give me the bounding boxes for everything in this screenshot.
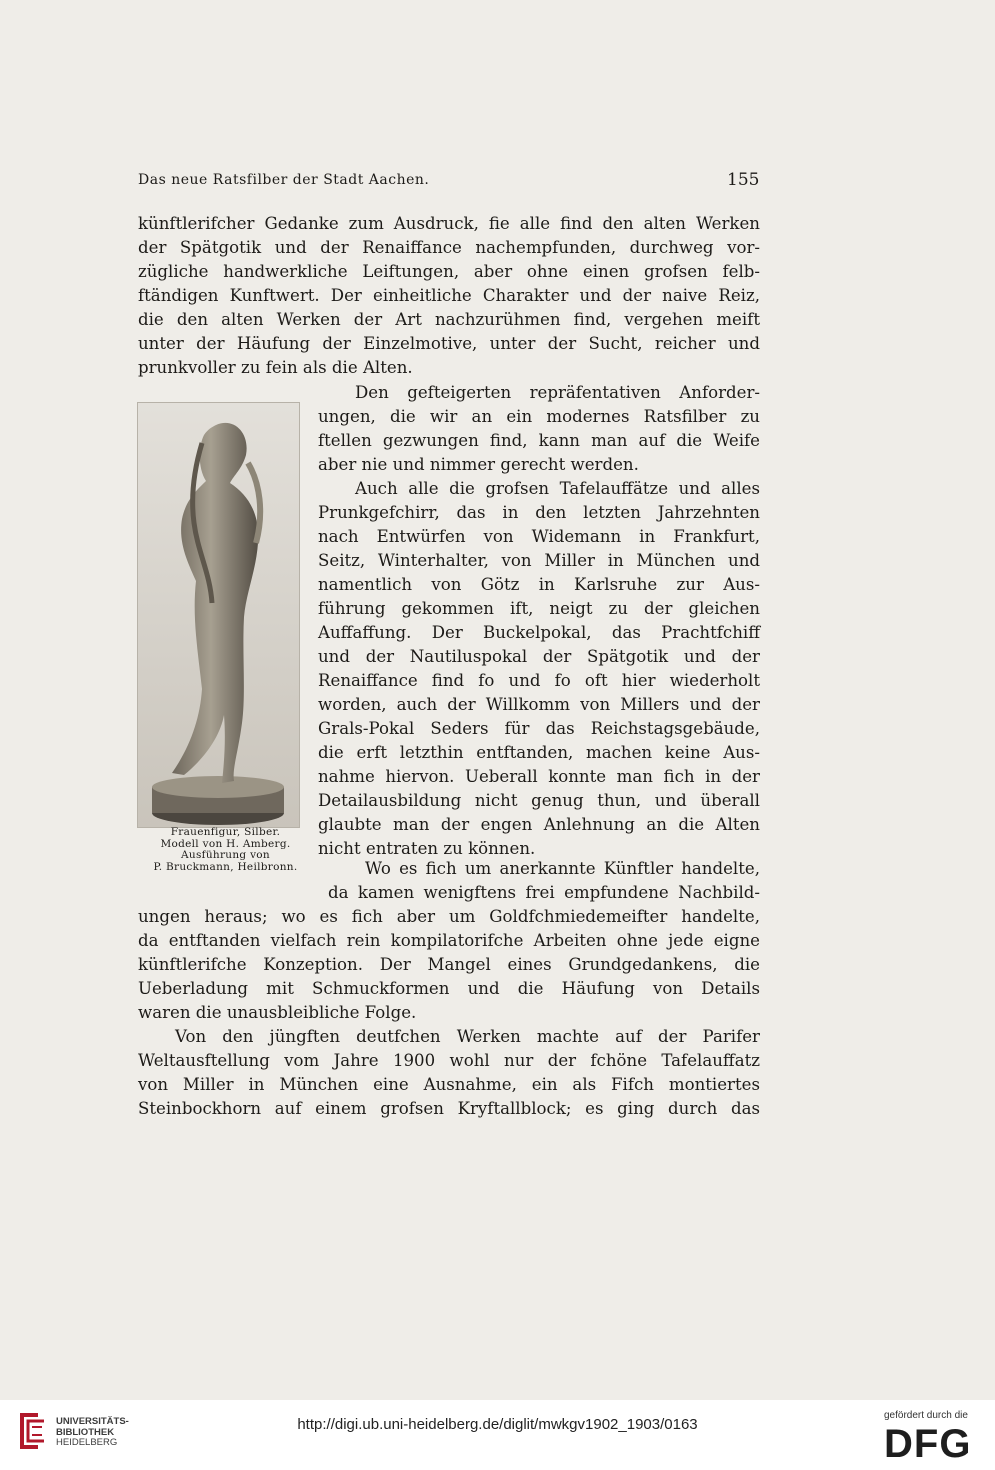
viewer-footer [0, 1400, 995, 1470]
text-line: von Miller in München eine Ausnahme, ein als Fifch montiertes [138, 1075, 760, 1094]
text-line: nach Entwürfen von Widemann in Frankfurt, [318, 527, 760, 546]
text-line: nahme hiervon. Ueberall konnte man fich in der [318, 767, 760, 786]
library-line: BIBLIOTHEK [56, 1426, 115, 1438]
caption-line: Frauenfigur, Silber. [170, 826, 281, 838]
text-line: unter der Häufung der Einzelmotive, unter der Sucht, reicher und [138, 334, 760, 353]
text-line: Den gefteigerten repräfentativen Anforder- [355, 383, 760, 402]
page-number: 155 [727, 170, 760, 190]
statue-photograph [137, 402, 300, 828]
text-line: und der Nautiluspokal der Spätgotik und der [318, 647, 760, 666]
text-line: ftändigen Kunftwert. Der einheitliche Charakter und der naive Reiz, [138, 286, 760, 305]
text-line: Steinbockhorn auf einem grofsen Kryftallblock; es ging durch das [138, 1099, 760, 1118]
caption-line: P. Bruckmann, Heilbronn. [153, 860, 298, 873]
text-line: namentlich von Götz in Karlsruhe zur Aus- [318, 575, 760, 594]
text-line: künftlerifche Konzeption. Der Mangel eines Grundgedankens, die [138, 955, 760, 974]
text-line: Ueberladung mit Schmuckformen und die Häufung von Details [138, 979, 760, 998]
text-line: da entftanden vielfach rein kompilatorifche Arbeiten ohne jede eigne [138, 931, 760, 950]
funding-label: gefördert durch die [884, 1410, 968, 1421]
text-line: Weltausftellung vom Jahre 1900 wohl nur der fchöne Tafelauffatz [138, 1051, 760, 1070]
text-line: Renaiffance find fo und fo oft hier wiederholt [318, 671, 760, 690]
text-line: prunkvoller zu fein als die Alten. [138, 358, 413, 377]
caption-line: Ausführung von [181, 849, 270, 861]
running-title: Das neue Ratsfilber der Stadt Aachen. [138, 172, 430, 188]
text-line: worden, auch der Willkomm von Millers und der [318, 695, 760, 714]
figure-caption [138, 827, 313, 873]
text-line: aber nie und nimmer gerecht werden. [318, 455, 639, 474]
text-line: die den alten Werken der Art nachzurühmen find, vergehen meift [138, 310, 760, 329]
text-line: Wo es fich um anerkannte Künftler handelte, [365, 859, 760, 878]
text-line: ftellen gezwungen find, kann man auf die Weife [318, 431, 760, 450]
text-line: ungen, die wir an ein modernes Ratsfilber zu [318, 407, 760, 426]
text-line: Grals-Pokal Seders für das Reichstagsgebäude, [318, 719, 760, 738]
text-line: Auffaffung. Der Buckelpokal, das Prachtfchiff [318, 623, 760, 642]
text-line: ungen heraus; wo es fich aber um Goldfchmiedemeifter handelte, [138, 907, 760, 926]
text-line: der Spätgotik und der Renaiffance nachempfunden, durchweg vor- [138, 238, 760, 257]
dfg-logo[interactable]: DFG [884, 1422, 972, 1466]
text-line: da kamen wenigftens frei empfundene Nachbild- [328, 883, 760, 902]
text-line: Seitz, Winterhalter, von Miller in München und [318, 551, 760, 570]
text-line: Auch alle die grofsen Tafelauffätze und alles [355, 479, 760, 498]
text-line: nicht entraten zu können. [318, 839, 536, 858]
text-line: künftlerifcher Gedanke zum Ausdruck, fie alle find den alten Werken [138, 214, 760, 233]
text-line: Prunkgefchirr, das in den letzten Jahrzehnten [318, 503, 760, 522]
text-line: Detailausbildung nicht genug thun, und überall [318, 791, 760, 810]
library-line: UNIVERSITÄTS- [56, 1416, 129, 1427]
text-line: die erft letzthin entftanden, machen keine Aus- [318, 743, 760, 762]
caption-line: Modell von H. Amberg. [160, 837, 291, 850]
text-line: zügliche handwerkliche Leiftungen, aber ohne einen grofsen felb- [138, 262, 760, 281]
text-line: waren die unausbleibliche Folge. [138, 1003, 417, 1022]
text-line: Von den jüngften deutfchen Werken machte auf der Parifer [175, 1027, 760, 1046]
library-line: HEIDELBERG [56, 1437, 118, 1448]
text-line: führung gekommen ift, neigt zu der gleichen [318, 599, 760, 618]
text-line: glaubte man der engen Anlehnung an die Alten [318, 815, 760, 834]
permalink-url[interactable]: http://digi.ub.uni-heidelberg.de/diglit/mwkgv1902_1903/0163 [297, 1416, 698, 1433]
